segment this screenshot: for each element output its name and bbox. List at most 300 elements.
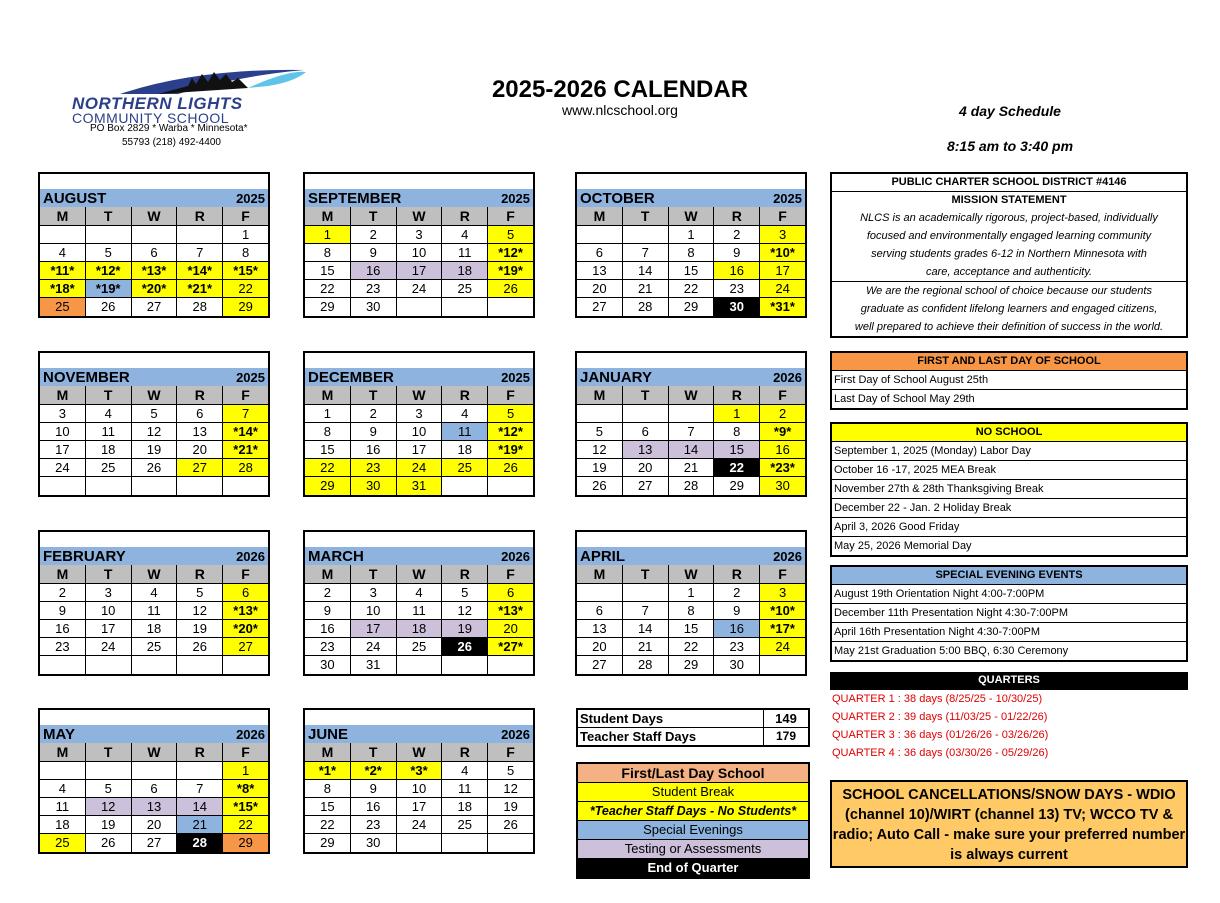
day-cell: 3 xyxy=(397,405,443,422)
day-cell: 6 xyxy=(132,244,178,261)
day-cell: 27 xyxy=(623,477,669,495)
day-cell: *23* xyxy=(760,459,805,476)
day-cell: 26 xyxy=(86,298,132,316)
days-count-table xyxy=(576,708,810,747)
day-cell: 30 xyxy=(714,656,760,674)
day-cell: *19* xyxy=(488,441,533,458)
address-line1: PO Box 2829 * Warba * Minnesota* xyxy=(90,123,248,134)
day-cell: 25 xyxy=(442,459,488,476)
day-cell: *13* xyxy=(223,602,268,619)
day-cell xyxy=(623,584,669,601)
day-cell: 5 xyxy=(177,584,223,601)
week-row xyxy=(577,244,805,262)
day-cell: 25 xyxy=(397,638,443,655)
month-name: NOVEMBER xyxy=(43,368,130,386)
day-cell: 7 xyxy=(177,244,223,261)
week-row xyxy=(305,423,533,441)
weekday-label: R xyxy=(442,207,488,225)
day-cell: 10 xyxy=(397,423,443,440)
day-cell: 28 xyxy=(623,298,669,316)
weekday-label: F xyxy=(241,387,250,403)
month-weeks xyxy=(38,761,270,854)
day-cell: *14* xyxy=(223,423,268,440)
day-cell: 30 xyxy=(351,477,397,495)
day-cell: 4 xyxy=(442,226,488,243)
week-row xyxy=(577,459,805,477)
weekday-label: M xyxy=(577,207,623,225)
day-cell: 26 xyxy=(488,280,533,297)
month-year: 2025 xyxy=(773,190,802,206)
month-weeks xyxy=(303,761,535,854)
day-cell: 2 xyxy=(40,584,86,601)
weekday-label: R xyxy=(442,743,488,761)
weekday-label: W xyxy=(132,743,178,761)
day-cell: 13 xyxy=(623,441,669,458)
day-cell: 27 xyxy=(577,656,623,674)
day-cell: 15 xyxy=(305,441,351,458)
evening-event-item: May 21st Graduation 5:00 BBQ, 6:30 Ceremony xyxy=(834,645,1069,657)
day-cell: 5 xyxy=(86,780,132,797)
school-logo xyxy=(70,64,310,154)
day-cell: 13 xyxy=(577,262,623,279)
day-cell: 19 xyxy=(577,459,623,476)
day-cell: *20* xyxy=(223,620,268,637)
week-row xyxy=(305,280,533,298)
mission-line: NLCS is an academically rigorous, project-based, individually xyxy=(860,212,1158,224)
day-cell: 1 xyxy=(714,405,760,422)
weekday-label: M xyxy=(40,565,86,583)
schedule-label: 4 day Schedule xyxy=(959,103,1061,119)
day-cell: 24 xyxy=(397,816,443,833)
month-year: 2026 xyxy=(773,548,802,564)
month-year: 2025 xyxy=(236,369,265,385)
month-header xyxy=(303,725,535,743)
day-cell: 8 xyxy=(305,423,351,440)
day-cell: 21 xyxy=(623,280,669,297)
day-cell: 11 xyxy=(397,602,443,619)
day-cell: 19 xyxy=(177,620,223,637)
month-header xyxy=(575,189,807,207)
day-cell: 15 xyxy=(714,441,760,458)
day-cell: 23 xyxy=(714,638,760,655)
weekday-header xyxy=(38,743,270,761)
day-cell: 12 xyxy=(132,423,178,440)
day-cell: 19 xyxy=(442,620,488,637)
day-cell: *13* xyxy=(132,262,178,279)
weekday-label: R xyxy=(714,207,760,225)
month-name: MAY xyxy=(43,725,75,743)
weekday-header xyxy=(575,565,807,583)
day-cell: 5 xyxy=(132,405,178,422)
day-cell: 2 xyxy=(351,226,397,243)
month-year: 2026 xyxy=(236,726,265,742)
day-cell: 21 xyxy=(177,816,223,833)
month-weeks xyxy=(575,583,807,676)
day-cell xyxy=(177,762,223,779)
day-cell: 30 xyxy=(760,477,805,495)
day-cell: 1 xyxy=(223,762,268,779)
week-row xyxy=(577,298,805,316)
weekday-label: M xyxy=(305,565,351,583)
last-day-item: Last Day of School May 29th xyxy=(834,393,975,405)
weekday-label: W xyxy=(397,743,443,761)
day-cell: 1 xyxy=(669,226,715,243)
day-cell: 21 xyxy=(669,459,715,476)
quarter-item: QUARTER 1 : 38 days (8/25/25 - 10/30/25) xyxy=(832,693,1043,705)
day-cell xyxy=(623,226,669,243)
day-cell: 4 xyxy=(442,762,488,779)
day-cell: 12 xyxy=(442,602,488,619)
month-header xyxy=(303,368,535,386)
day-cell: *10* xyxy=(760,244,805,261)
week-row xyxy=(577,656,805,674)
day-cell: 7 xyxy=(669,423,715,440)
day-cell: 29 xyxy=(669,298,715,316)
month-header xyxy=(303,547,535,565)
week-row xyxy=(40,584,268,602)
week-row xyxy=(40,441,268,459)
day-cell xyxy=(577,405,623,422)
month-weeks xyxy=(575,404,807,497)
day-cell: 21 xyxy=(623,638,669,655)
day-cell: 7 xyxy=(223,405,268,422)
month-may xyxy=(38,708,270,854)
weekday-label: F xyxy=(778,566,787,582)
day-cell: 29 xyxy=(223,298,268,316)
mission-line: serving students grades 6-12 in Northern Minnesota with xyxy=(871,248,1147,260)
day-cell: 3 xyxy=(86,584,132,601)
day-cell: 23 xyxy=(351,459,397,476)
northern-lights-logo-icon xyxy=(118,64,308,98)
day-cell: *12* xyxy=(86,262,132,279)
no-school-item: April 3, 2026 Good Friday xyxy=(832,518,1186,537)
day-cell: 24 xyxy=(760,280,805,297)
month-header xyxy=(38,725,270,743)
day-cell: 2 xyxy=(351,405,397,422)
day-cell: 25 xyxy=(40,834,86,852)
day-cell: 6 xyxy=(577,244,623,261)
day-cell: 3 xyxy=(760,226,805,243)
day-cell: 14 xyxy=(623,620,669,637)
day-cell: 28 xyxy=(177,834,223,852)
day-cell: *18* xyxy=(40,280,86,297)
weekday-label: T xyxy=(351,207,397,225)
day-cell: 20 xyxy=(577,280,623,297)
weekday-label: R xyxy=(714,386,760,404)
month-name: APRIL xyxy=(580,547,625,565)
week-row xyxy=(577,584,805,602)
school-name-line1: NORTHERN LIGHTS xyxy=(72,94,243,113)
month-june xyxy=(303,708,535,854)
weekday-label: F xyxy=(506,566,515,582)
weekday-header xyxy=(38,565,270,583)
day-cell xyxy=(442,834,488,852)
day-cell: 1 xyxy=(305,405,351,422)
weekday-label: T xyxy=(86,207,132,225)
day-cell xyxy=(177,656,223,674)
weekday-label: W xyxy=(669,207,715,225)
day-cell: 12 xyxy=(177,602,223,619)
day-cell: 22 xyxy=(714,459,760,476)
month-spacer xyxy=(303,351,535,368)
day-cell xyxy=(40,226,86,243)
weekday-label: W xyxy=(397,207,443,225)
day-cell: 4 xyxy=(132,584,178,601)
week-row xyxy=(577,477,805,495)
day-cell xyxy=(40,477,86,495)
month-name: MARCH xyxy=(308,547,364,565)
day-cell: 2 xyxy=(714,584,760,601)
month-april xyxy=(575,530,807,676)
day-cell: 12 xyxy=(86,798,132,815)
day-cell: 24 xyxy=(351,638,397,655)
week-row xyxy=(305,226,533,244)
evening-event-item: December 11th Presentation Night 4:30-7:00PM xyxy=(832,604,1186,623)
weekday-label: M xyxy=(577,386,623,404)
no-school-item: October 16 -17, 2025 MEA Break xyxy=(832,461,1186,480)
day-cell: 9 xyxy=(351,244,397,261)
day-cell: 7 xyxy=(623,244,669,261)
day-cell: 14 xyxy=(177,798,223,815)
day-cell: 10 xyxy=(397,244,443,261)
day-cell: 16 xyxy=(40,620,86,637)
month-spacer xyxy=(303,530,535,547)
day-cell: 6 xyxy=(623,423,669,440)
day-cell: 5 xyxy=(488,405,533,422)
day-cell: 10 xyxy=(86,602,132,619)
week-row xyxy=(40,405,268,423)
weekday-label: M xyxy=(577,565,623,583)
month-december xyxy=(303,351,535,497)
day-cell: 23 xyxy=(351,816,397,833)
day-cell: 12 xyxy=(503,781,518,796)
day-cell: 11 xyxy=(86,423,132,440)
day-cell xyxy=(669,405,715,422)
no-school-panel xyxy=(830,422,1188,557)
month-name: FEBRUARY xyxy=(43,547,126,565)
day-cell: *21* xyxy=(177,280,223,297)
week-row xyxy=(40,262,268,280)
day-cell: 28 xyxy=(669,477,715,495)
week-row xyxy=(305,780,533,798)
day-cell: 26 xyxy=(177,638,223,655)
day-cell xyxy=(397,656,443,674)
week-row xyxy=(305,405,533,423)
month-year: 2025 xyxy=(236,190,265,206)
day-cell xyxy=(86,226,132,243)
day-cell: 1 xyxy=(669,584,715,601)
week-row xyxy=(305,298,533,316)
month-september xyxy=(303,172,535,318)
week-row xyxy=(577,638,805,656)
no-school-item: September 1, 2025 (Monday) Labor Day xyxy=(832,442,1186,461)
day-cell: 17 xyxy=(351,620,397,637)
week-row xyxy=(305,816,533,834)
month-header xyxy=(575,547,807,565)
student-days-label: Student Days xyxy=(578,710,764,727)
weekday-label: R xyxy=(442,386,488,404)
day-cell: *14* xyxy=(177,262,223,279)
month-year: 2026 xyxy=(501,548,530,564)
day-cell: *12* xyxy=(488,423,533,440)
weekday-header xyxy=(575,207,807,225)
day-cell: 6 xyxy=(577,602,623,619)
weekday-label: W xyxy=(132,207,178,225)
first-day-item: First Day of School August 25th xyxy=(832,371,1186,390)
day-cell: 3 xyxy=(40,405,86,422)
weekday-label: R xyxy=(177,207,223,225)
day-cell: 29 xyxy=(714,477,760,495)
day-cell: 24 xyxy=(86,638,132,655)
weekday-label: W xyxy=(669,565,715,583)
day-cell: 22 xyxy=(305,459,351,476)
month-name: JANUARY xyxy=(580,368,652,386)
day-cell: 9 xyxy=(714,244,760,261)
legend xyxy=(576,762,810,879)
mission-line: graduate as confident lifelong learners and engaged citizens, xyxy=(860,303,1158,315)
weekday-label: W xyxy=(397,386,443,404)
weekday-label: T xyxy=(623,207,669,225)
week-row xyxy=(40,298,268,316)
quarters-panel xyxy=(830,672,1188,762)
weekday-header xyxy=(303,207,535,225)
month-november xyxy=(38,351,270,497)
mission-title: MISSION STATEMENT xyxy=(951,194,1067,206)
day-cell: 23 xyxy=(351,280,397,297)
student-days-row xyxy=(578,710,808,728)
weekday-label: W xyxy=(669,386,715,404)
legend-end-of-quarter: End of Quarter xyxy=(578,859,808,877)
weekday-label: F xyxy=(506,208,515,224)
weekday-label: M xyxy=(305,207,351,225)
weekday-label: T xyxy=(351,743,397,761)
website-link[interactable]: www.nlcschool.org xyxy=(562,102,678,118)
week-row xyxy=(577,423,805,441)
day-cell: 14 xyxy=(623,262,669,279)
day-cell: 2 xyxy=(714,226,760,243)
no-school-item: May 25, 2026 Memorial Day xyxy=(834,540,972,552)
teacher-days-label: Teacher Staff Days xyxy=(578,728,764,745)
day-cell: 22 xyxy=(305,280,351,297)
week-row xyxy=(40,602,268,620)
day-cell xyxy=(177,477,223,495)
day-cell xyxy=(442,656,488,674)
day-cell: 19 xyxy=(503,799,518,814)
week-row xyxy=(40,762,268,780)
week-row xyxy=(40,423,268,441)
week-row xyxy=(305,834,533,852)
day-cell: 13 xyxy=(132,798,178,815)
day-cell: 28 xyxy=(177,298,223,316)
day-cell: 27 xyxy=(132,298,178,316)
day-cell: 1 xyxy=(241,227,250,242)
month-header xyxy=(303,189,535,207)
month-spacer xyxy=(575,351,807,368)
district-panel xyxy=(830,172,1188,338)
day-cell: 18 xyxy=(86,441,132,458)
day-cell: *20* xyxy=(132,280,178,297)
day-cell: 11 xyxy=(40,798,86,815)
day-cell: 22 xyxy=(669,638,715,655)
week-row xyxy=(305,620,533,638)
month-january xyxy=(575,351,807,497)
month-august xyxy=(38,172,270,318)
week-row xyxy=(305,798,533,816)
legend-special-evenings: Special Evenings xyxy=(578,821,808,840)
day-cell: 29 xyxy=(305,477,351,495)
quarter-item: QUARTER 3 : 36 days (01/26/26 - 03/26/26) xyxy=(832,729,1049,741)
day-cell: 9 xyxy=(714,602,760,619)
day-cell: 6 xyxy=(223,584,268,601)
day-cell: 8 xyxy=(714,423,760,440)
day-cell: 27 xyxy=(577,298,623,316)
day-cell: 8 xyxy=(305,244,351,261)
month-spacer xyxy=(303,172,535,189)
day-cell: 31 xyxy=(397,477,443,495)
day-cell: 9 xyxy=(351,423,397,440)
week-row xyxy=(305,762,533,780)
day-cell: 29 xyxy=(305,298,351,316)
day-cell xyxy=(577,226,623,243)
snow-days-notice: SCHOOL CANCELLATIONS/SNOW DAYS - WDIO (channel 10)/WIRT (channel 13) TV; WCCO TV & radio; Auto Call - make sure your preferred number is always current xyxy=(830,780,1188,868)
day-cell: 5 xyxy=(442,584,488,601)
weekday-header xyxy=(38,386,270,404)
day-cell: 15 xyxy=(305,798,351,815)
day-cell: 29 xyxy=(669,656,715,674)
day-cell: 30 xyxy=(351,834,397,852)
month-spacer xyxy=(38,172,270,189)
month-name: SEPTEMBER xyxy=(308,189,402,207)
day-cell: 18 xyxy=(442,798,488,815)
week-row xyxy=(40,226,268,244)
first-last-panel xyxy=(830,351,1188,410)
weekday-label: M xyxy=(40,743,86,761)
day-cell: *19* xyxy=(86,280,132,297)
month-header xyxy=(575,368,807,386)
weekday-label: F xyxy=(778,208,787,224)
no-school-title: NO SCHOOL xyxy=(832,424,1186,442)
day-cell: 11 xyxy=(132,602,178,619)
day-cell: 24 xyxy=(397,280,443,297)
week-row xyxy=(577,602,805,620)
mission-line: We are the regional school of choice because our students xyxy=(866,285,1152,297)
day-cell: 4 xyxy=(442,405,488,422)
month-weeks xyxy=(575,225,807,318)
day-cell xyxy=(577,584,623,601)
day-cell xyxy=(442,298,488,316)
day-cell: 28 xyxy=(223,459,268,476)
day-cell: 10 xyxy=(397,780,443,797)
day-cell: 6 xyxy=(488,584,533,601)
weekday-label: M xyxy=(40,207,86,225)
day-cell: 27 xyxy=(132,834,178,852)
weekday-label: T xyxy=(86,743,132,761)
day-cell: 26 xyxy=(577,477,623,495)
day-cell: *21* xyxy=(223,441,268,458)
month-spacer xyxy=(303,708,535,725)
day-cell xyxy=(397,298,443,316)
day-cell: 26 xyxy=(442,638,488,655)
day-cell: 15 xyxy=(305,262,351,279)
day-cell: 17 xyxy=(397,262,443,279)
day-cell: 8 xyxy=(669,244,715,261)
day-cell: 7 xyxy=(177,780,223,797)
day-cell: 14 xyxy=(669,441,715,458)
weekday-label: F xyxy=(241,566,250,582)
month-year: 2026 xyxy=(501,726,530,742)
mission-line: well prepared to achieve their definition of success in the world. xyxy=(854,321,1164,333)
month-year: 2026 xyxy=(773,369,802,385)
